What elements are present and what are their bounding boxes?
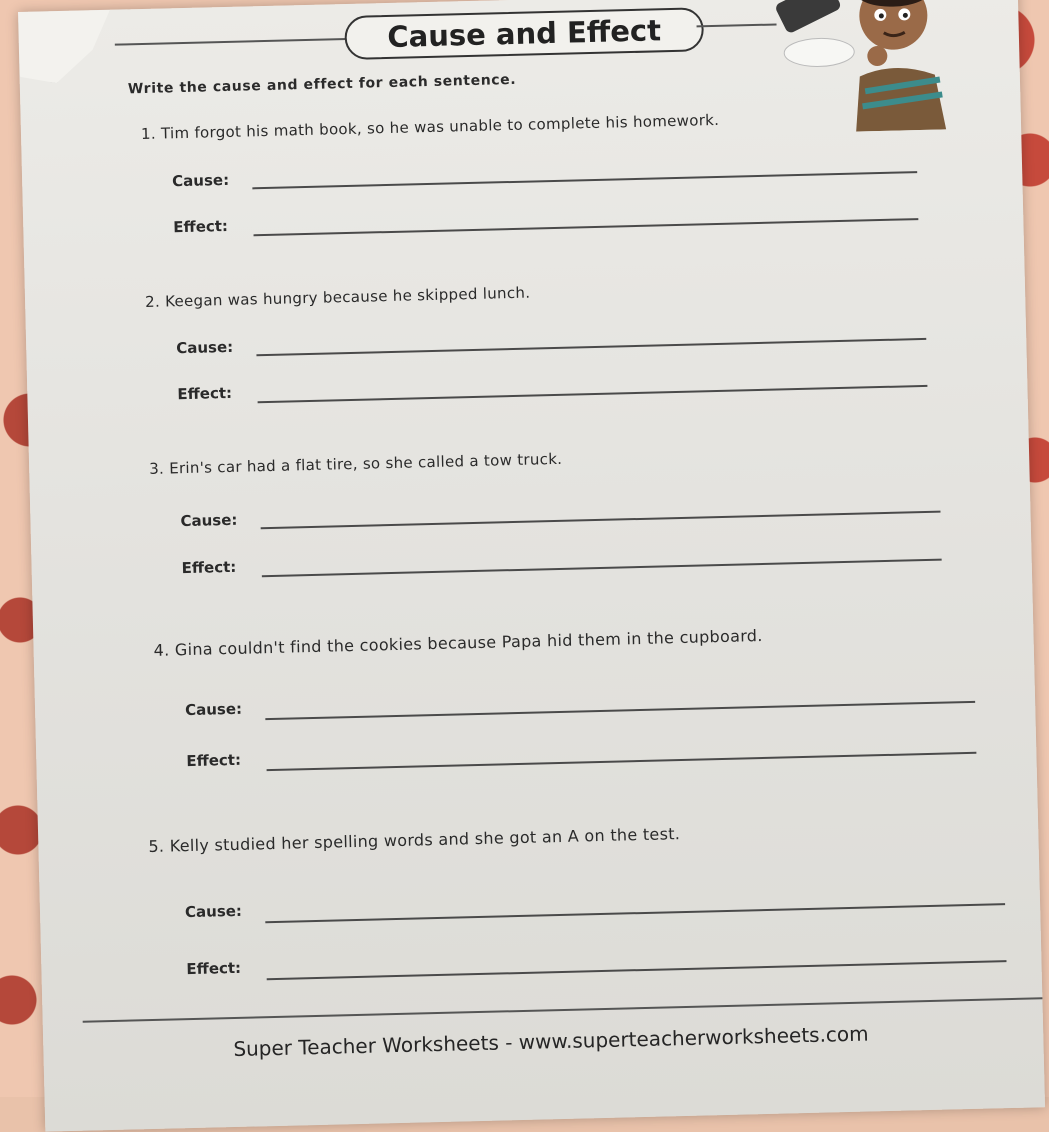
cause-label: Cause: bbox=[184, 699, 243, 720]
effect-label: Effect: bbox=[173, 216, 229, 237]
cause-answer-line[interactable] bbox=[256, 338, 926, 356]
footer-rule bbox=[83, 997, 1043, 1022]
thinking-boy-icon bbox=[758, 0, 962, 134]
question-3 bbox=[149, 450, 562, 478]
title-banner bbox=[344, 7, 700, 56]
cause-answer-line[interactable] bbox=[265, 903, 1005, 923]
effect-answer-line[interactable] bbox=[267, 960, 1007, 980]
question-text: Keegan was hungry because he skipped lunch. bbox=[164, 283, 531, 311]
question-text: Kelly studied her spelling words and she got an A on the test. bbox=[169, 824, 681, 856]
paper-scrap bbox=[18, 10, 112, 84]
worksheet-paper bbox=[18, 0, 1045, 1132]
question-4 bbox=[153, 626, 762, 660]
title-rule-left bbox=[115, 38, 347, 46]
question-text: Gina couldn't find the cookies because Papa hid them in the cupboard. bbox=[174, 625, 763, 660]
question-number: 4. bbox=[153, 640, 170, 660]
cause-label: Cause: bbox=[180, 510, 238, 531]
effect-label: Effect: bbox=[181, 557, 237, 578]
question-2 bbox=[145, 284, 531, 311]
cause-answer-line[interactable] bbox=[265, 701, 975, 720]
cause-label: Cause: bbox=[184, 901, 243, 922]
effect-answer-line[interactable] bbox=[254, 218, 919, 236]
question-text: Erin's car had a flat tire, so she called a tow truck. bbox=[168, 449, 563, 478]
worksheet-title: Cause and Effect bbox=[344, 7, 704, 60]
question-number: 2. bbox=[144, 292, 161, 311]
cause-label: Cause: bbox=[171, 170, 230, 191]
effect-answer-line[interactable] bbox=[262, 559, 942, 578]
effect-answer-line[interactable] bbox=[258, 385, 928, 403]
cause-answer-line[interactable] bbox=[261, 511, 941, 530]
question-5 bbox=[148, 824, 680, 856]
question-number: 3. bbox=[148, 459, 165, 478]
cause-label: Cause: bbox=[176, 337, 234, 358]
question-number: 5. bbox=[148, 836, 165, 857]
question-1 bbox=[141, 111, 720, 143]
effect-label: Effect: bbox=[177, 383, 233, 404]
effect-label: Effect: bbox=[186, 958, 242, 979]
effect-label: Effect: bbox=[186, 750, 242, 771]
cause-answer-line[interactable] bbox=[252, 171, 917, 189]
effect-answer-line[interactable] bbox=[267, 752, 977, 771]
footer-text: Super Teacher Worksheets - www.superteacherworksheets.com bbox=[233, 1021, 869, 1062]
question-number: 1. bbox=[140, 124, 157, 144]
instructions-text: Write the cause and effect for each sentence. bbox=[127, 71, 517, 98]
question-text: Tim forgot his math book, so he was unable to complete his homework. bbox=[160, 110, 720, 143]
